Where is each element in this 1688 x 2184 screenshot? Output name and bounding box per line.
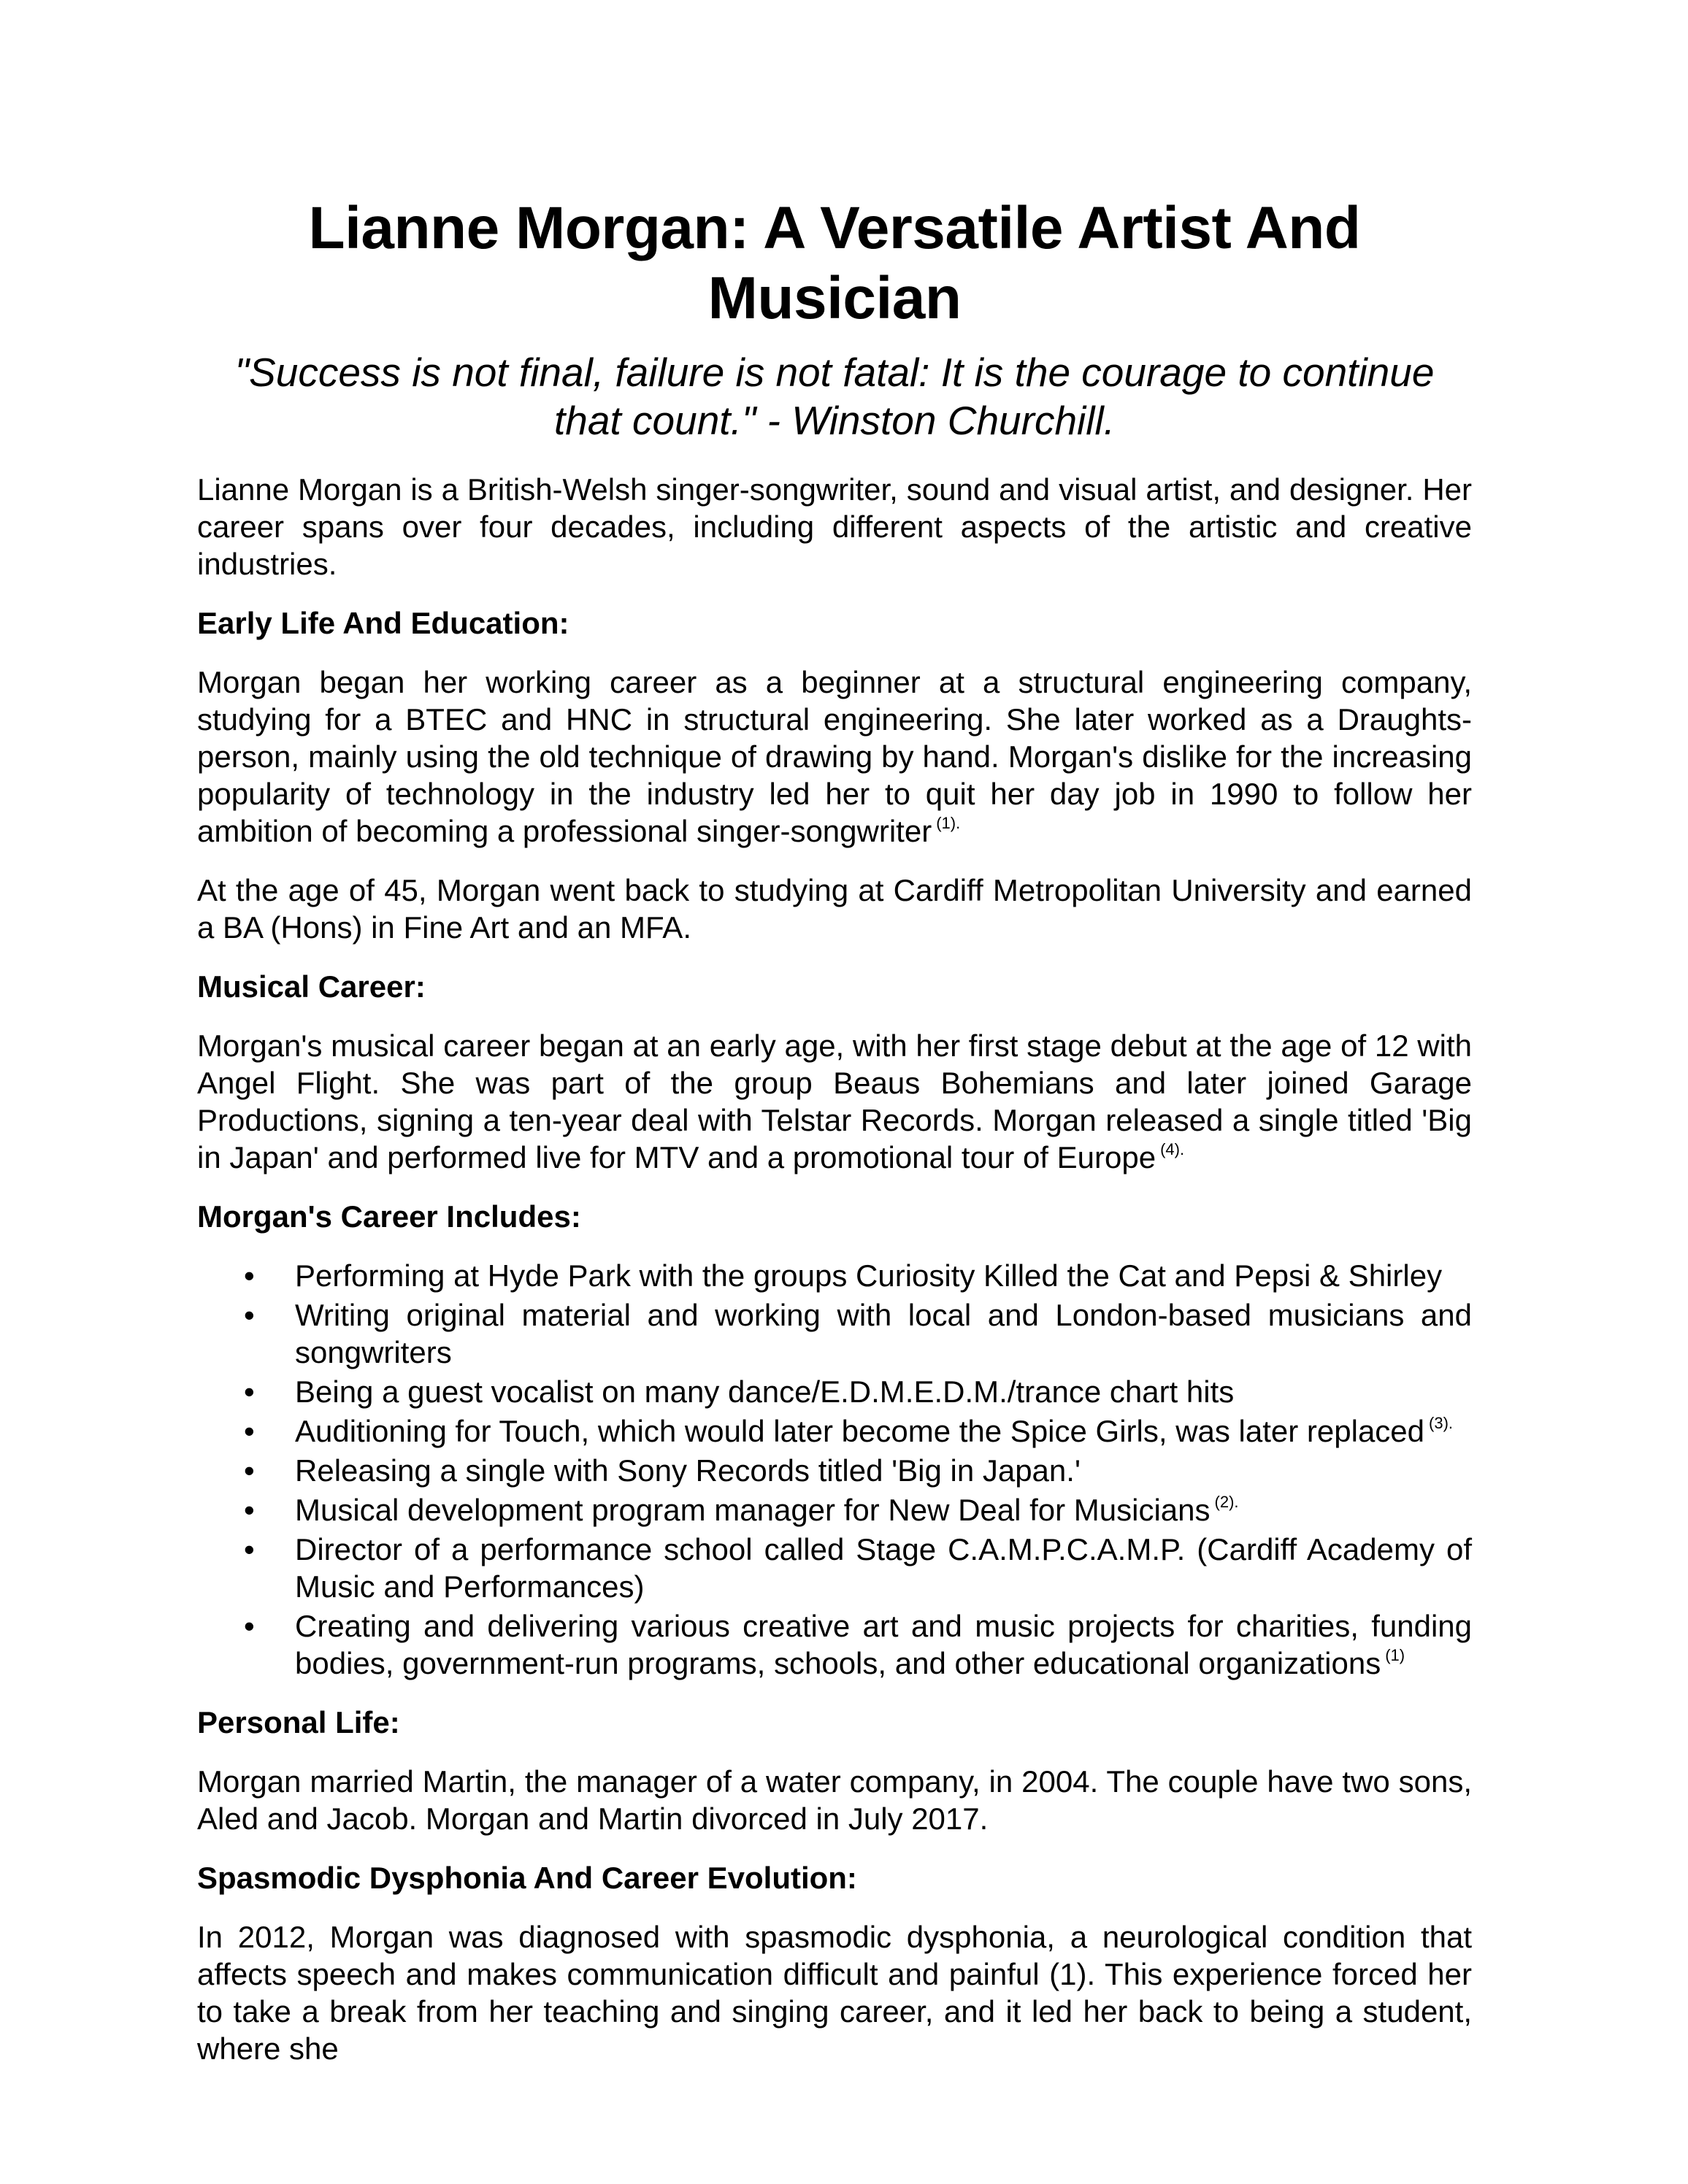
intro-paragraph: Lianne Morgan is a British-Welsh singer-songwriter, sound and visual artist, and designer. Her career spans over four decades, including different aspects of the artistic and creative industries.	[197, 472, 1472, 581]
list-item-text: Performing at Hyde Park with the groups Curiosity Killed the Cat and Pepsi & Shirley	[295, 1258, 1443, 1293]
list-item	[244, 1373, 1472, 1410]
career-list	[197, 1257, 1472, 1682]
section-heading-personal-life: Personal Life:	[197, 1705, 400, 1739]
list-item	[244, 1452, 1472, 1489]
early-life-paragraph-1	[197, 664, 1472, 850]
reference-marker: (1)	[1385, 1646, 1405, 1664]
personal-life-paragraph: Morgan married Martin, the manager of a water company, in 2004. The couple have two sons, Aled and Jacob. Morgan and Martin divorced in July 2017.	[197, 1764, 1472, 1836]
list-item-text: Writing original material and working with local and London-based musicians and songwriters	[295, 1298, 1472, 1369]
list-item-text: Releasing a single with Sony Records titled 'Big in Japan.'	[295, 1453, 1081, 1488]
section-heading-career-includes: Morgan's Career Includes:	[197, 1199, 581, 1234]
document-page	[197, 193, 1472, 2067]
list-item-text: Auditioning for Touch, which would later become the Spice Girls, was later replaced	[295, 1414, 1425, 1448]
list-item-text: Director of a performance school called Stage C.A.M.P.C.A.M.P. (Cardiff Academy of Music and Performances)	[295, 1532, 1472, 1604]
dysphonia-paragraph: In 2012, Morgan was diagnosed with spasmodic dysphonia, a neurological condition that affects speech and makes communication difficult and painful (1). This experience forced her to take a break from her teaching and singing career, and it led her back to being a student, where she	[197, 1920, 1472, 2066]
early-life-text-1: Morgan began her working career as a beginner at a structural engineering company, studying for a BTEC and HNC in structural engineering. She later worked as a Draughts-person, mainly using the old technique of drawing by hand. Morgan's dislike for the increasing popularity of technology in the industry led her to quit her day job in 1990 to follow her ambition of becoming a professional singer-songwriter	[197, 665, 1472, 848]
list-item	[244, 1296, 1472, 1371]
reference-marker: (2).	[1214, 1493, 1239, 1511]
list-item	[244, 1257, 1472, 1294]
reference-marker: (1).	[936, 814, 961, 832]
list-item-text: Being a guest vocalist on many dance/E.D.M.E.D.M./trance chart hits	[295, 1374, 1235, 1409]
bullet-icon: •	[244, 1453, 255, 1488]
list-item	[244, 1412, 1472, 1450]
bullet-icon: •	[244, 1258, 255, 1293]
section-heading-dysphonia: Spasmodic Dysphonia And Career Evolution:	[197, 1861, 857, 1895]
list-item	[244, 1607, 1472, 1682]
list-item-text: Musical development program manager for New Deal for Musicians	[295, 1493, 1211, 1527]
bullet-icon: •	[244, 1532, 255, 1566]
page-title: Lianne Morgan: A Versatile Artist And Musician	[308, 195, 1361, 331]
reference-marker: (4).	[1160, 1140, 1185, 1158]
bullet-icon: •	[244, 1374, 255, 1409]
musical-career-text: Morgan's musical career began at an early age, with her first stage debut at the age of 12 with Angel Flight. She was part of the group Beaus Bohemians and later joined Garage Productions, signing a ten-year deal with Telstar Records. Morgan released a single titled 'Big in Japan' and performed live for MTV and a promotional tour of Europe	[197, 1028, 1472, 1174]
list-item	[244, 1531, 1472, 1605]
bullet-icon: •	[244, 1298, 255, 1332]
epigraph-quote: "Success is not final, failure is not fatal: It is the courage to continue that count." - Winston Churchill.	[234, 350, 1435, 443]
bullet-icon: •	[244, 1414, 255, 1448]
bullet-icon: •	[244, 1609, 255, 1643]
list-item-text: Creating and delivering various creative art and music projects for charities, funding bodies, government-run programs, schools, and other educational organizations	[295, 1609, 1472, 1680]
early-life-paragraph-2: At the age of 45, Morgan went back to studying at Cardiff Metropolitan University and earned a BA (Hons) in Fine Art and an MFA.	[197, 873, 1472, 945]
list-item	[244, 1491, 1472, 1529]
section-heading-early-life: Early Life And Education:	[197, 606, 569, 640]
reference-marker: (3).	[1429, 1414, 1454, 1432]
musical-career-paragraph	[197, 1027, 1472, 1176]
bullet-icon: •	[244, 1493, 255, 1527]
section-heading-musical-career: Musical Career:	[197, 969, 426, 1004]
